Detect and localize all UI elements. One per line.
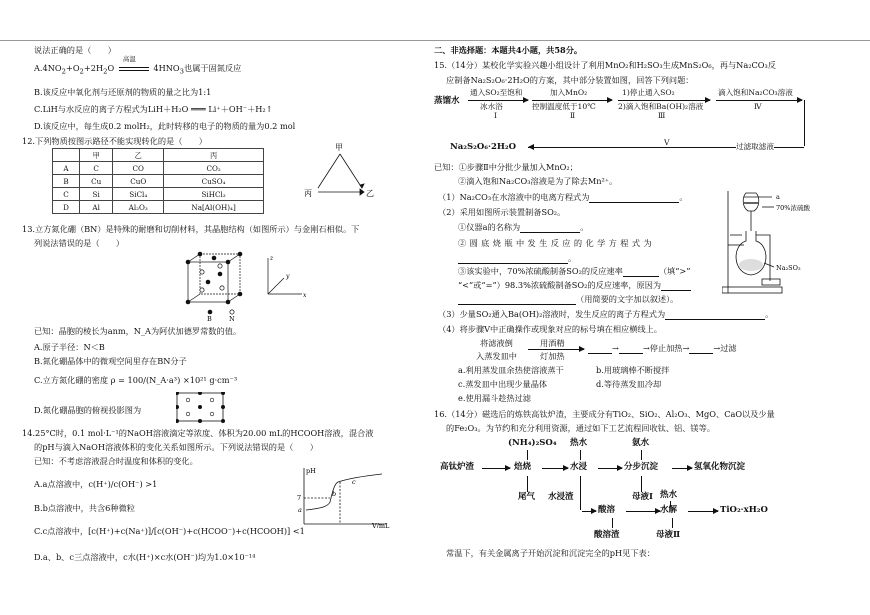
- legend-b: B: [207, 315, 212, 322]
- q15-part-2: （2）采用如图所示装置制备SO₂。: [438, 207, 566, 217]
- q11-option-d: D.该反应中，每生成0.2 molH₂，此时转移的电子的物质的量为0.2 mol: [34, 121, 296, 131]
- tri-yi: 乙: [366, 189, 374, 198]
- q14-ph-graph: [294, 466, 394, 528]
- left-column: [22, 0, 420, 615]
- q15-opt-d: d.等待蒸发皿冷却: [596, 379, 662, 389]
- q15-part-3: （3）少量SO₂通入Ba(OH)₂溶液时，发生反应的离子方程式为 。: [438, 309, 774, 319]
- q11-option-c: C.LiH与水反应的离子方程式为LiH＋H₂O ═══ Li⁺＋OH⁻＋H₂↑: [34, 104, 273, 114]
- q14-known: 已知：不考虑溶液混合时温度和体积的变化。: [34, 456, 198, 466]
- svg-text:y: y: [286, 273, 290, 280]
- q12-triangle-diagram: [300, 140, 380, 206]
- q13-known: 已知：晶胞的棱长为anm，N_A为阿伏加德罗常数的值。: [34, 326, 242, 336]
- right-column: 二、非选择题：本题共4小题，共58分。 15.（14分）某校化学实验兴趣小组设计了利用MnO₂和H₂SO₃生成MnS₂O₆，再与Na₂CO₃反 应制备Na₂S₂O₆·2H₂O的方案，其中部分装置如图，回答下列问题： 蒸馏水 通入SO₂至饱和 冰水浴 Ⅰ 加入MnO₂ 控制温度低于10℃ Ⅱ 1)停止通入SO₂ 2)滴入饱和Ba(OH)₂溶液 Ⅲ 滴入饱和Na₂CO₃溶液 Ⅳ Na₂S₂O₆·2H₂O Ⅴ 过滤取滤液 已知：①步骤Ⅱ中分批少量加入MnO₂； ②滴入饱和Na₂CO₃溶液是为了除去Mn²⁺。 （1）Na₂CO₃在水溶液中的电离方程式为 。 （2）采用如图所示装置制备SO₂。 ①仪器a的名称为 。 ② 圆 底 烧 瓶 中 发 生 反 应 的 化 学 方 程 式 为 。 ③该实验中，70%浓硫酸制备SO₂的反应速率 （填“>” “<”或“=”）98.3%浓硫酸制备SO₂的反应速率，原因为 （用简要的文字加以叙述）。 a 70%浓硫酸 Na₂SO₃ （3）少量SO₂通入Ba(OH)₂溶液时，发生反应的离子方程式为 。 （4）将步骤Ⅴ中正确操作或现象对应的标号填在相应横线上。 将滤液倒 入蒸发皿中 用酒精 灯加热 → →停止加热→ →过滤 a.利用蒸发皿余热使溶液蒸干 b.用玻璃棒不断搅拌 c.蒸发皿中出现少量晶体 d.等待蒸发皿冷却 e.使用漏斗趁热过滤 16.（14分）磁选后的炼铁高钛炉渣，主要成分有TiO₂、SiO₂、Al₂O₃、MgO、CaO以及少量 的Fe₂O₃。为节约和充分利用资源，通过如下工艺流程回收钛、铝、镁等。 (NH₄)₂SO₄ 热水 氨水 高钛炉渣 焙烧 水浸 分步沉淀 氢氧化物沉淀 尾气 水浸渣 母液Ⅰ 酸溶 热水 水解 TiO₂·xH₂O 酸溶渣 母液Ⅱ 常温下，有关金属离子开始沉淀和沉淀完全的pH见下表：: [432, 0, 852, 615]
- q15-opt-c: c.蒸发皿中出现少量晶体: [458, 379, 548, 389]
- q15-part-2a: ①仪器a的名称为 。: [458, 222, 589, 232]
- legend-n: N: [229, 315, 235, 322]
- q15-known-2: ②滴入饱和Na₂CO₃溶液是为了除去Mn²⁺。: [458, 176, 618, 186]
- table-row: B Cu CuO CuSO₄: [53, 175, 264, 188]
- q15-opt-b: b.用玻璃棒不断搅拌: [596, 365, 670, 375]
- table-row: C Si SiCl₄ SiHCl₃: [53, 188, 264, 201]
- q13-option-b: B.氮化硼晶体中的微观空间里存在BN分子: [34, 356, 187, 366]
- app-label-a: a: [776, 193, 780, 201]
- tri-bing: 丙: [304, 189, 312, 198]
- q16-last-line: 常温下，有关金属离子开始沉淀和沉淀完全的pH见下表：: [446, 548, 655, 558]
- q15-opt-e: e.使用漏斗趁热过滤: [458, 393, 531, 403]
- q15-part-2c-1: ③该实验中，70%浓硫酸制备SO₂的反应速率 （填“>”: [458, 266, 691, 276]
- svg-text:c: c: [352, 478, 356, 486]
- q16-intro-1: 16.（14分）磁选后的炼铁高钛炉渣，主要成分有TiO₂、SiO₂、Al₂O₃、MgO、CaO以及少量: [434, 409, 775, 419]
- q15-part-2b: ② 圆 底 烧 瓶 中 发 生 反 应 的 化 学 方 程 式 为: [458, 238, 653, 248]
- q15-part-4: （4）将步骤Ⅴ中正确操作或现象对应的标号填在相应横线上。: [438, 324, 662, 334]
- q14-option-b: B.b点溶液中，共含6种微粒: [34, 503, 135, 513]
- table-header-row: 甲 乙 丙: [53, 149, 264, 162]
- graph-ylabel: pH: [306, 467, 316, 475]
- svg-text:x: x: [303, 292, 307, 299]
- q15-part-1: （1）Na₂CO₃在水溶液中的电离方程式为 。: [438, 192, 688, 202]
- flow-start: 蒸馏水: [434, 96, 460, 106]
- svg-text:a: a: [298, 506, 302, 514]
- q14-option-c: C.c点溶液中，[c(H⁺)+c(Na⁺)]/[c(OH⁻)+c(HCOO⁻)+c(HCOOH)] <1: [34, 526, 305, 536]
- svg-text:b: b: [332, 490, 337, 498]
- q15-intro-2: 应制备Na₂S₂O₆·2H₂O的方案，其中部分装置如图，回答下列问题：: [446, 75, 694, 85]
- app-label-salt: Na₂SO₃: [776, 264, 801, 272]
- q13-option-c: C.立方氮化硼的密度 ρ = 100/(N_A·a³) ×10²¹ g·cm⁻³: [34, 375, 238, 385]
- q15-intro-1: 15.（14分）某校化学实验兴趣小组设计了利用MnO₂和H₂SO₃生成MnS₂O₆，再与Na₂CO₃反: [434, 60, 776, 70]
- q13-crystal-cell: [180, 250, 310, 322]
- q14-option-a: A.a点溶液中，c(H⁺)/c(OH⁻) >1: [34, 479, 158, 489]
- q13-option-a: A.原子半径：N＜B: [34, 342, 105, 352]
- graph-tick: 7: [297, 494, 302, 502]
- section-title: 二、非选择题：本题共4小题，共58分。: [434, 45, 583, 55]
- graph-xlabel: V/mL: [372, 522, 390, 528]
- tri-jia: 甲: [335, 143, 343, 152]
- q12-stem: 12.下列物质按图示路径不能实现转化的是（ ）: [22, 136, 207, 146]
- q15-apparatus: [722, 183, 842, 295]
- flow-product: Na₂S₂O₆·2H₂O: [450, 142, 517, 152]
- q11-option-b: B.该反应中氧化剂与还原剂的物质的量之比为1:1: [34, 87, 212, 97]
- q14-stem-1: 14.25°C时，0.1 mol·L⁻¹的NaOH溶液滴定等浓度、体积为20.00 mL的HCOOH溶液，混合液: [22, 428, 374, 438]
- q13-projection-figure: [176, 392, 226, 424]
- table-row: D Al Al₂O₃ Na[Al(OH)₄]: [53, 201, 264, 214]
- svg-text:z: z: [270, 255, 274, 262]
- q13-stem-1: 13.立方氮化硼（BN）是特殊的耐磨和切削材料，其晶胞结构（如图所示）与金刚石相似。下: [22, 224, 360, 234]
- q11-stem: 说法正确的是（ ）: [34, 45, 116, 55]
- app-label-acid: 70%浓硫酸: [776, 204, 810, 212]
- q15-known-1: 已知：①步骤Ⅱ中分批少量加入MnO₂；: [434, 162, 578, 172]
- q15-opt-a: a.利用蒸发皿余热使溶液蒸干: [458, 365, 564, 375]
- q12-table: [52, 148, 264, 214]
- q13-option-d: D.氮化硼晶胞的俯视投影图为: [34, 405, 142, 415]
- q15-part-2c-3: （用简要的文字加以叙述）。: [458, 294, 678, 305]
- table-row: A C CO CO₂: [53, 162, 264, 175]
- q15-part-2b-blank: 。: [458, 253, 576, 264]
- q14-stem-2: 的pH与滴入NaOH溶液体积的变化关系如图所示。下列说法错误的是（ ）: [34, 442, 318, 452]
- q13-stem-2: 列说法错误的是（ ）: [34, 238, 125, 248]
- q11-option-a: $A.4NO_2+O_2+2H_2O$ 高温 $4HNO_3$也属于固氮反应: [34, 55, 242, 76]
- q15-part-2c-2: “<”或“=”）98.3%浓硫酸制备SO₂的反应速率，原因为: [458, 280, 691, 291]
- q16-intro-2: 的Fe₂O₃。为节约和充分利用资源，通过如下工艺流程回收钛、铝、镁等。: [446, 423, 715, 433]
- q14-option-d: D.a、b、c三点溶液中，c水(H⁺)×c水(OH⁻)均为1.0×10⁻¹⁴: [34, 552, 256, 562]
